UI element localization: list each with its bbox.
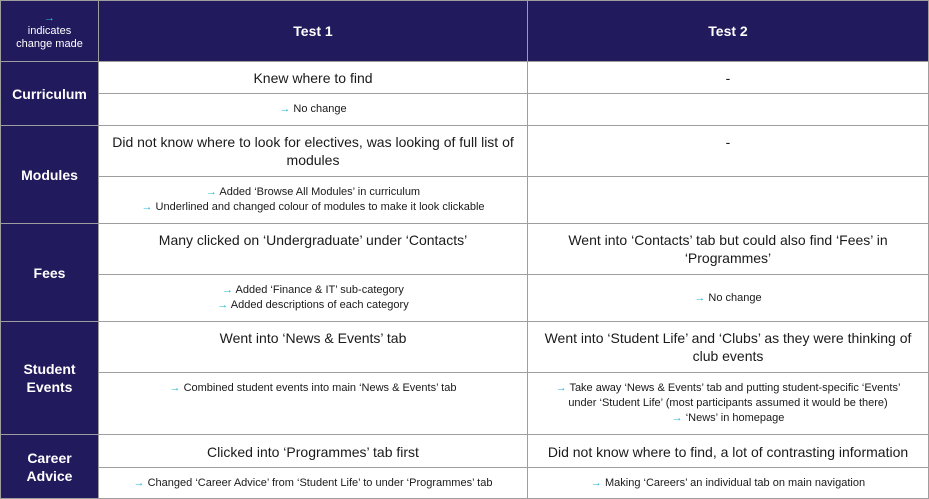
- arrow-icon: →: [217, 299, 229, 311]
- fees-test1-changes: [99, 275, 528, 322]
- career-advice-test1-changes: [99, 468, 528, 499]
- fees-test2-observation: Went into ‘Contacts’ tab but could also find ‘Fees’ in ‘Programmes’: [528, 224, 929, 275]
- change-text: ‘News’ in homepage: [685, 412, 785, 424]
- change-item: [534, 476, 922, 491]
- legend-cell: [1, 1, 99, 62]
- change-item: [105, 298, 521, 313]
- fees-changes-row: [1, 275, 929, 322]
- student-events-observation-row: [1, 322, 929, 373]
- fees-test2-changes: [528, 275, 929, 322]
- category-fees: Fees: [1, 224, 99, 322]
- arrow-icon: →: [44, 11, 55, 24]
- arrow-icon: →: [205, 186, 217, 198]
- fees-test1-observation: Many clicked on ‘Undergraduate’ under ‘Contacts’: [99, 224, 528, 275]
- legend-text-line2: change made: [16, 37, 83, 50]
- arrow-icon: →: [133, 476, 145, 489]
- curriculum-changes-row: [1, 94, 929, 126]
- arrow-icon: →: [671, 412, 683, 424]
- change-item: [105, 476, 521, 491]
- student-events-changes-row: [1, 373, 929, 435]
- change-item: [534, 381, 922, 396]
- curriculum-observation-row: [1, 62, 929, 94]
- arrow-icon: →: [169, 382, 181, 394]
- change-item: [105, 381, 521, 396]
- student-events-test2-observation: Went into ‘Student Life’ and ‘Clubs’ as they were thinking of club events: [528, 322, 929, 373]
- change-text: Combined student events into main ‘News & Events’ tab: [183, 382, 457, 394]
- change-item: [105, 102, 521, 117]
- modules-changes-row: [1, 177, 929, 224]
- change-item-continued: under ‘Student Life’ (most participants assumed it would be there): [568, 397, 888, 409]
- curriculum-test1-observation: Knew where to find: [99, 62, 528, 94]
- category-line: Advice: [26, 467, 73, 484]
- modules-test1-observation: Did not know where to look for electives, was looking of full list of modules: [99, 126, 528, 177]
- career-advice-observation-row: [1, 435, 929, 468]
- legend-text-line1: indicates: [27, 24, 72, 37]
- change-text: Added descriptions of each category: [230, 299, 409, 311]
- header-row: [1, 1, 929, 62]
- category-curriculum: Curriculum: [1, 62, 99, 126]
- arrow-icon: →: [590, 476, 602, 489]
- arrow-icon: →: [141, 201, 153, 213]
- change-item: [105, 283, 521, 298]
- change-item: [534, 411, 922, 426]
- change-item: [534, 291, 922, 306]
- modules-observation-row: [1, 126, 929, 177]
- curriculum-test1-changes: [99, 94, 528, 126]
- fees-observation-row: [1, 224, 929, 275]
- column-header-test-1: Test 1: [99, 1, 528, 62]
- change-text: Added ‘Finance & IT’ sub-category: [235, 284, 404, 296]
- change-text: No change: [708, 291, 762, 304]
- category-line: Events: [26, 379, 73, 395]
- change-text: Underlined and changed colour of modules to make it look clickable: [155, 201, 485, 213]
- arrow-icon: →: [222, 284, 234, 296]
- modules-test2-observation: -: [528, 126, 929, 177]
- curriculum-test2-changes: [528, 94, 929, 126]
- change-text: Changed ‘Career Advice’ from ‘Student Life’ to under ‘Programmes’ tab: [147, 476, 493, 489]
- column-header-test-2: Test 2: [528, 1, 929, 62]
- category-line: Student: [23, 361, 76, 377]
- category-line: Career: [27, 449, 72, 466]
- change-item: [105, 185, 521, 200]
- student-events-test2-changes: [528, 373, 929, 435]
- modules-test1-changes: [99, 177, 528, 224]
- category-student-events: [1, 322, 99, 435]
- student-events-test1-changes: [99, 373, 528, 435]
- career-advice-changes-row: [1, 468, 929, 499]
- category-career-advice: [1, 435, 99, 499]
- change-text: Added ‘Browse All Modules’ in curriculum: [219, 186, 421, 198]
- arrow-icon: →: [555, 382, 567, 394]
- career-advice-test1-observation: Clicked into ‘Programmes’ tab first: [99, 435, 528, 468]
- change-text: Making ‘Careers’ an individual tab on main navigation: [604, 476, 866, 489]
- career-advice-test2-changes: [528, 468, 929, 499]
- modules-test2-changes: [528, 177, 929, 224]
- change-item: [105, 200, 521, 215]
- change-text: Take away ‘News & Events’ tab and putting student-specific ‘Events’: [569, 382, 901, 394]
- arrow-icon: →: [694, 291, 706, 304]
- curriculum-test2-observation: -: [528, 62, 929, 94]
- change-text: No change: [293, 103, 347, 115]
- career-advice-test2-observation: Did not know where to find, a lot of contrasting information: [528, 435, 929, 468]
- arrow-icon: →: [279, 103, 291, 115]
- student-events-test1-observation: Went into ‘News & Events’ tab: [99, 322, 528, 373]
- category-modules: Modules: [1, 126, 99, 224]
